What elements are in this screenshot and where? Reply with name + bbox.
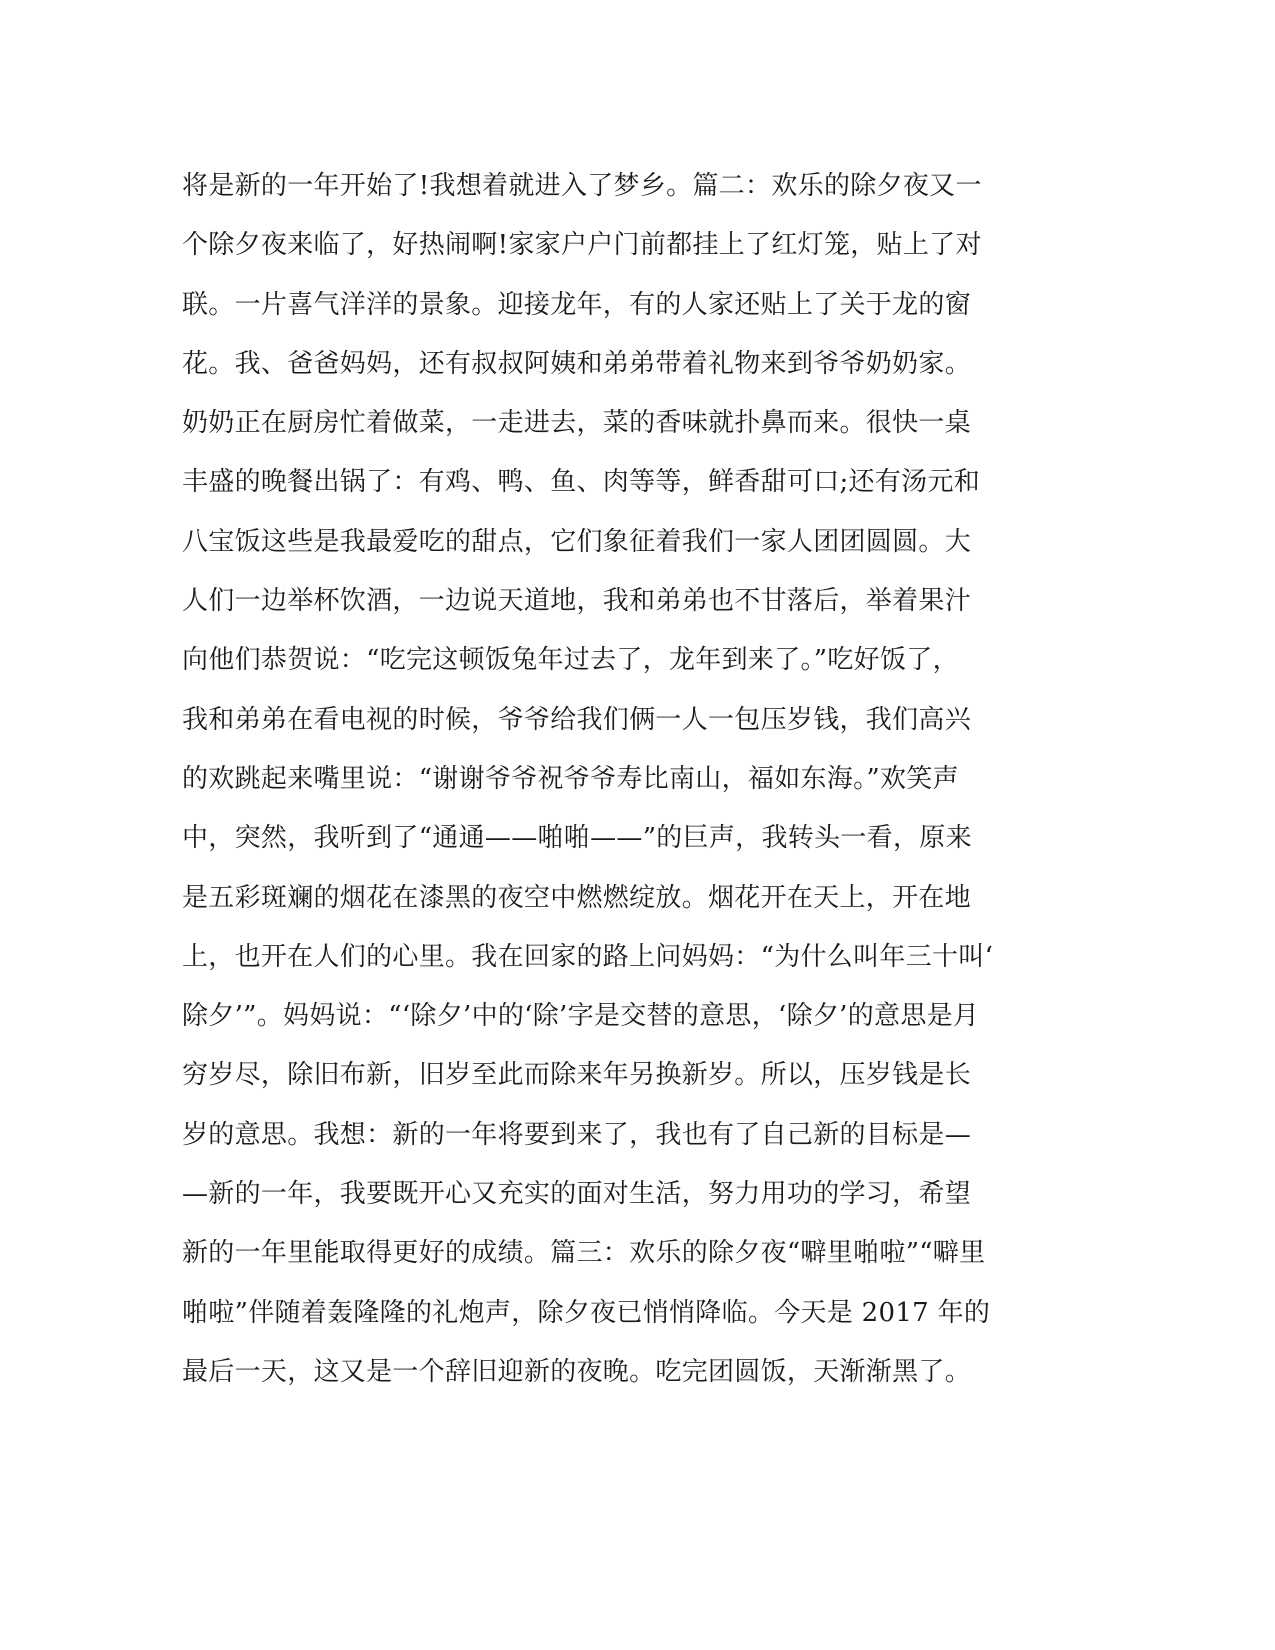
text-line: 丰盛的晚餐出锅了：有鸡、鸭、鱼、肉等等，鲜香甜可口;还有汤元和 [182,467,981,498]
text-line: 花。我、爸爸妈妈，还有叔叔阿姨和弟弟带着礼物来到爷爷奶奶家。 [182,348,972,379]
text-line: 将是新的一年开始了!我想着就进入了梦乡。篇二：欢乐的除夕夜又一 [182,171,982,201]
text-line: 个除夕夜来临了，好热闹啊!家家户户门前都挂上了红灯笼，贴上了对 [182,230,982,261]
text-line: 啪啦”伴随着轰隆隆的礼炮声，除夕夜已悄悄降临。今天是 2017 年的 [182,1297,991,1328]
text-line: 上，也开在人们的心里。我在回家的路上问妈妈：“为什么叫年三十叫‘ [182,941,994,972]
text-line: 中，突然，我听到了“通通——啪啪——”的巨声，我转头一看，原来 [182,823,972,854]
text-line: 人们一边举杯饮酒，一边说天道地，我和弟弟也不甘落后，举着果汁 [182,586,972,617]
text-line: 我和弟弟在看电视的时候，爷爷给我们俩一人一包压岁钱，我们高兴 [182,704,972,735]
text-line: 的欢跳起来嘴里说：“谢谢爷爷祝爷爷寿比南山，福如东海。”欢笑声 [182,763,959,794]
text-line: 岁的意思。我想：新的一年将要到来了，我也有了自己新的目标是— [182,1119,972,1150]
text-line: 最后一天，这又是一个辞旧迎新的夜晚。吃完团圆饭，天渐渐黑了。 [182,1356,972,1387]
text-line: —新的一年，我要既开心又充实的面对生活，努力用功的学习，希望 [182,1179,972,1210]
text-line: 联。一片喜气洋洋的景象。迎接龙年，有的人家还贴上了关于龙的窗 [182,289,972,320]
text-line: 是五彩斑斓的烟花在漆黑的夜空中燃燃绽放。烟花开在天上，开在地 [182,882,972,913]
text-line: 向他们恭贺说：“吃完这顿饭兔年过去了，龙年到来了。”吃好饭了， [182,645,959,676]
text-line: 新的一年里能取得更好的成绩。篇三：欢乐的除夕夜“噼里啪啦”“噼里 [182,1238,986,1269]
text-line: 八宝饭这些是我最爱吃的甜点，它们象征着我们一家人团团圆圆。大 [182,526,972,557]
text-line: 奶奶正在厨房忙着做菜，一走进去，菜的香味就扑鼻而来。很快一桌 [182,408,972,439]
text-line: 穷岁尽，除旧布新，旧岁至此而除来年另换新岁。所以，压岁钱是长 [182,1060,972,1091]
text-line: 除夕’”。妈妈说：“‘除夕’中的‘除’字是交替的意思，‘除夕’的意思是月 [182,1001,980,1032]
body-text [182,157,1042,1402]
